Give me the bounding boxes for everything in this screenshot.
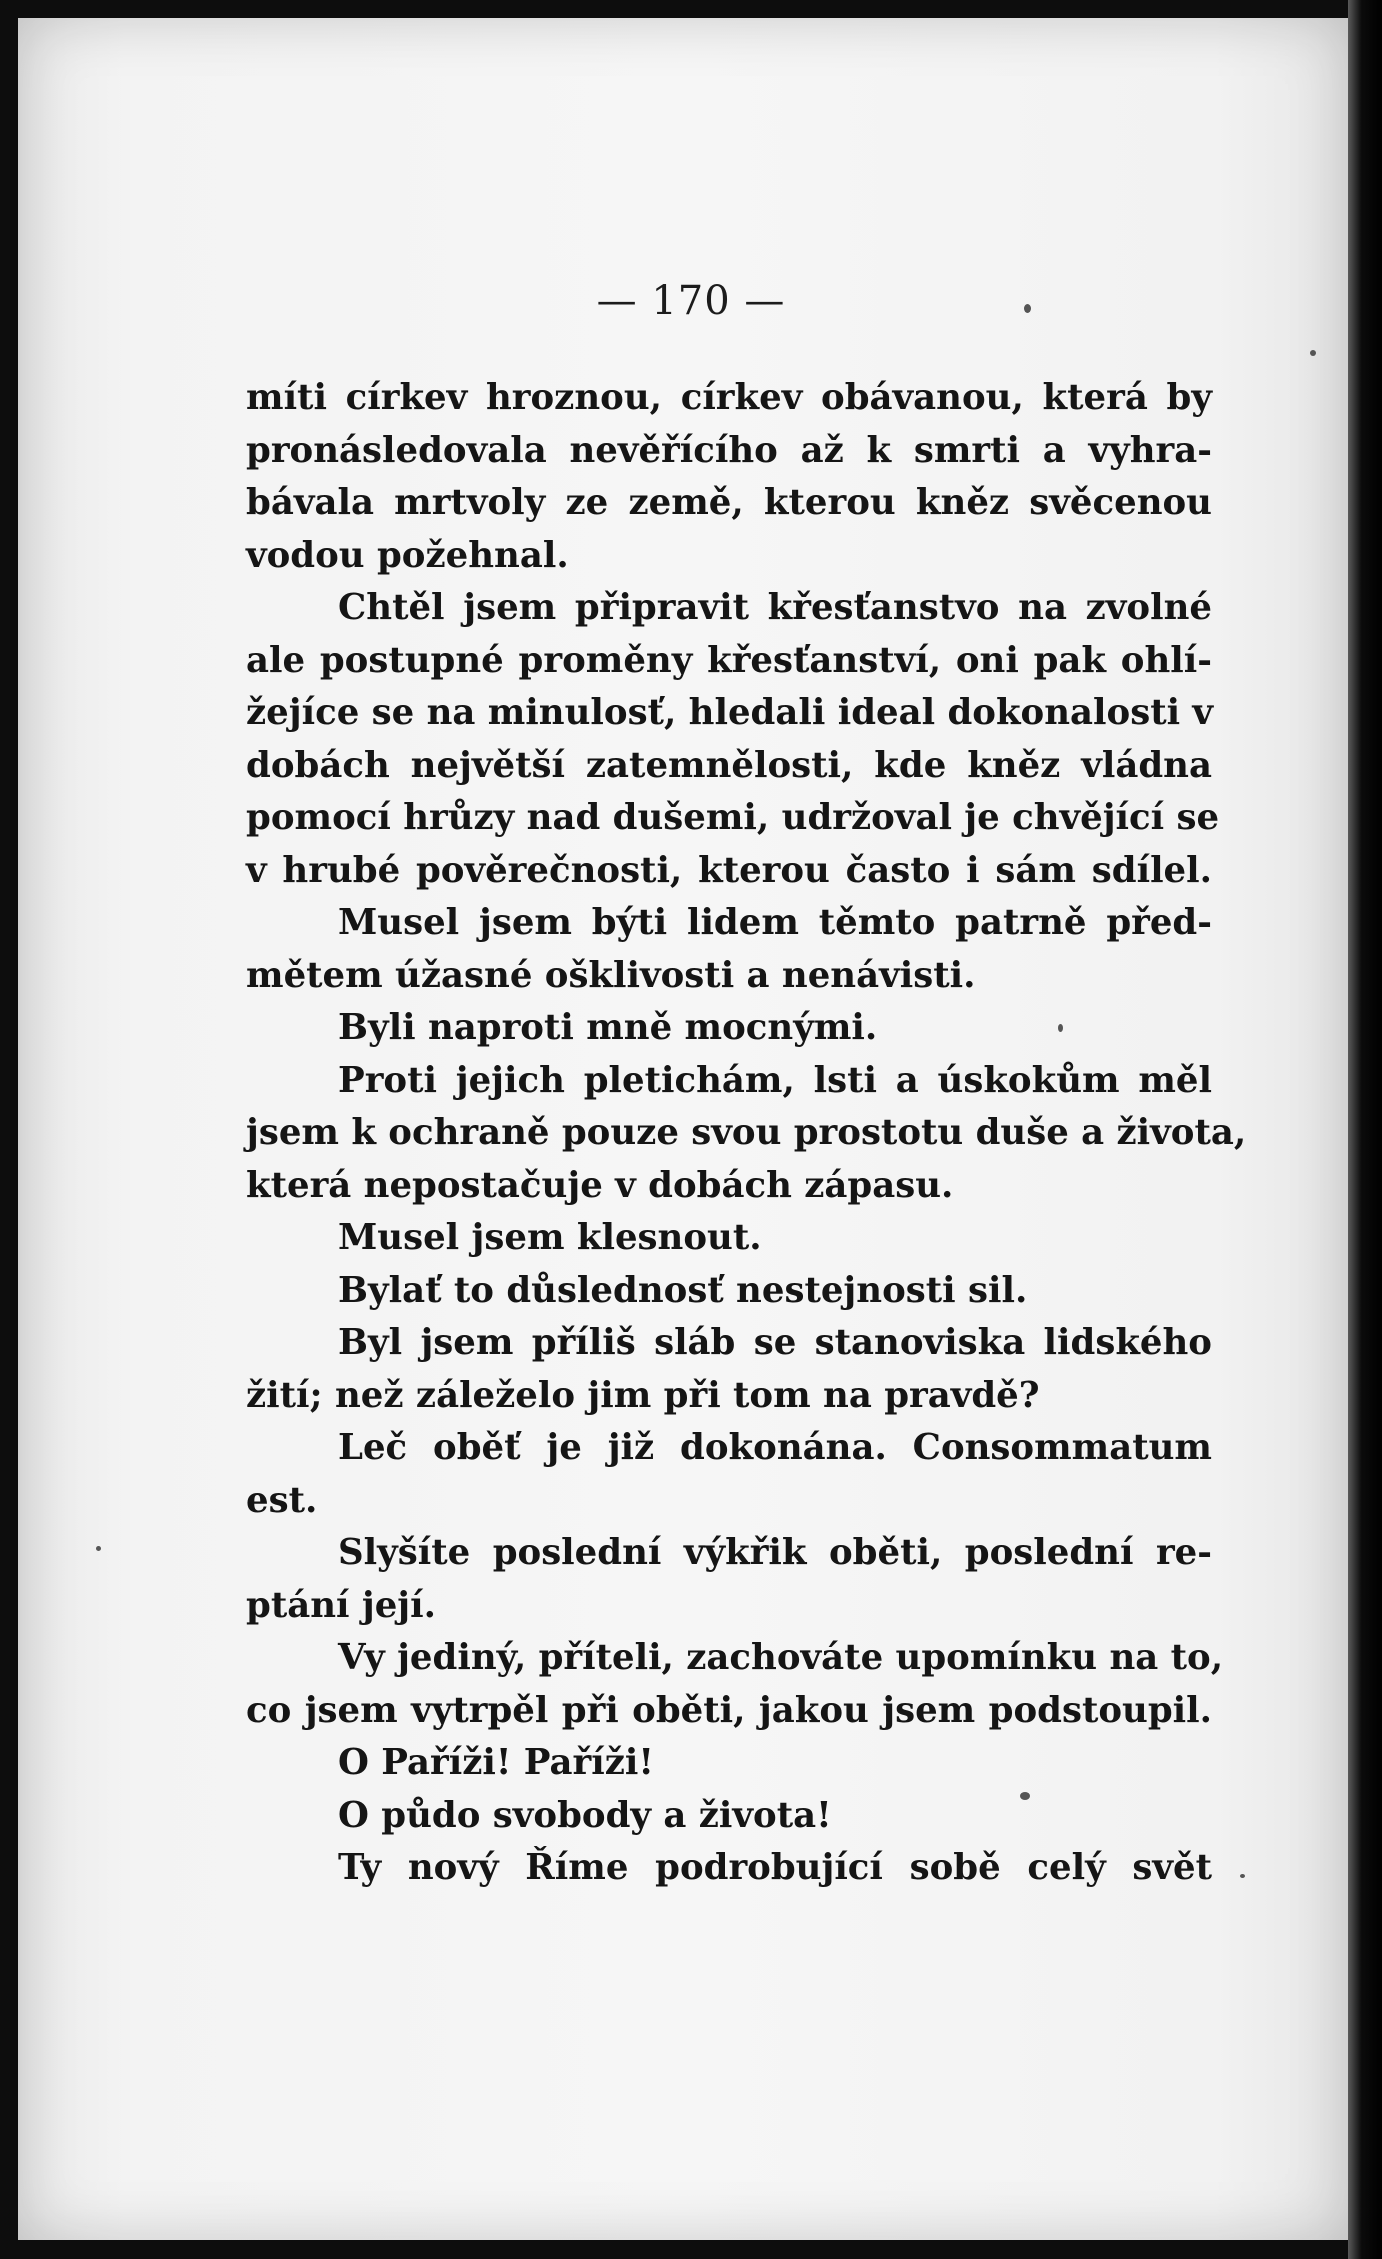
paper-speck <box>1240 1874 1245 1878</box>
text-line: est. <box>246 1479 318 1521</box>
text-line: Vy jediný, příteli, zachováte upomínku na to, <box>338 1637 1224 1678</box>
text-line: Byl jsem příliš sláb se stanoviska lidského <box>338 1322 1212 1363</box>
text-line: žití; než záleželo jim při tom na pravdě? <box>246 1374 1040 1416</box>
text-line: ptání její. <box>246 1584 436 1626</box>
text-line: Chtěl jsem připravit křesťanstvo na zvolné <box>338 587 1212 628</box>
text-line: v hrubé pověrečnosti, kterou často i sám sdílel. <box>246 849 1212 891</box>
text-line: Byli naproti mně mocnými. <box>338 1007 878 1048</box>
text-line: O půdo svobody a života! <box>338 1794 832 1836</box>
text-line: mětem úžasné ošklivosti a nenávisti. <box>246 954 976 996</box>
page-number: — 170 — <box>596 278 786 324</box>
text-line: bávala mrtvoly ze země, kterou kněz svěcenou <box>246 482 1212 523</box>
text-line: O Paříži! Paříži! <box>338 1742 654 1783</box>
text-line: míti církev hroznou, církev obávanou, která by <box>246 377 1212 418</box>
text-line: co jsem vytrpěl při oběti, jakou jsem podstoupil. <box>246 1689 1212 1731</box>
text-line: pomocí hrůzy nad dušemi, udržoval je chvějící se <box>246 797 1220 838</box>
text-line: Musel jsem klesnout. <box>338 1217 762 1258</box>
text-line: Ty nový Říme podrobující sobě celý svět <box>338 1847 1212 1888</box>
text-line: Proti jejich pletichám, lsti a úskokům měl <box>338 1059 1212 1101</box>
page-binding-edge <box>1348 0 1382 2259</box>
text-line: dobách největší zatemnělosti, kde kněz vládna <box>246 744 1212 786</box>
paper-speck <box>96 1546 101 1551</box>
text-line: vodou požehnal. <box>246 534 569 576</box>
text-line: žejíce se na minulosť, hledali ideal dokonalosti v <box>246 692 1214 733</box>
text-line: která nepostačuje v dobách zápasu. <box>246 1164 954 1206</box>
text-line: Leč oběť je již dokonána. Consommatum <box>338 1427 1212 1468</box>
text-line: Musel jsem býti lidem těmto patrně před- <box>338 902 1212 943</box>
text-line: pronásledovala nevěřícího až k smrti a vyhra- <box>246 429 1212 471</box>
paper-speck <box>1310 350 1316 356</box>
text-line: Bylať to důslednosť nestejnosti sil. <box>338 1269 1028 1311</box>
text-line: jsem k ochraně pouze svou prostotu duše a života, <box>246 1112 1247 1153</box>
text-line: ale postupné proměny křesťanství, oni pak ohlí- <box>246 639 1212 681</box>
text-line: Slyšíte poslední výkřik oběti, poslední re- <box>338 1532 1212 1573</box>
body-text <box>246 372 1247 1895</box>
